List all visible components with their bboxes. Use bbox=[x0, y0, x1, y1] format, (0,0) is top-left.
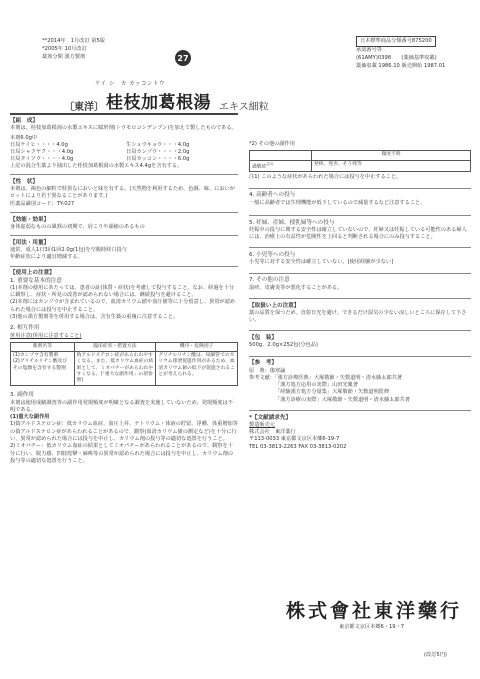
title-rule bbox=[10, 113, 238, 115]
listing-dates: 薬価収載 1986.10 販売開始 1987.01 bbox=[356, 63, 446, 69]
section-divider bbox=[249, 188, 471, 189]
row-label: 過敏症 bbox=[252, 164, 267, 170]
contact-heading: *【文献請求先】 bbox=[249, 414, 292, 421]
reference-item: 参考文献：「漢方診療医典」大塚敬節・矢数道明・清水藤太郎共著 bbox=[249, 374, 403, 381]
pregnancy-text: 妊娠中の投与に関する安全性は確立していないので、妊婦又は妊娠している可能性のある婦人には、治療上の有益性が危険性を上回ると判断される場合にのみ投与すること。 bbox=[249, 226, 467, 241]
product-title bbox=[64, 88, 269, 113]
table-header: 機序・危険因子 bbox=[156, 342, 238, 351]
table-cell: 発疹、発赤、そう痒等 bbox=[311, 160, 470, 172]
side-effect-item: 1)偽アルドステロン症：低カリウム血症、血圧上昇、ナトリウム・体液の貯留、浮腫、体重増加等の偽アルドステロン症があらわれることがあるので、観察(血清カリウム値の測定など)を十分に行い、異常が認められた場合には投与を中止し、カリウム剤の投与等の適切な処置を行うこと。 bbox=[10, 421, 238, 442]
table-cell: グリチルリチン酸は、尿細管でのカリウム排泄促進作用があるため、血清カリウム値の低下が促進されることが考えられる。 bbox=[156, 352, 238, 386]
product-classification-number: 日本標準商品分類番号875200 bbox=[356, 36, 436, 47]
section-divider bbox=[249, 410, 471, 411]
section-divider bbox=[10, 212, 238, 213]
page-number: 27 bbox=[177, 53, 189, 63]
table-row bbox=[11, 352, 238, 386]
maker-name: 株式会社 東洋薬行 bbox=[249, 429, 296, 436]
herb-list bbox=[10, 142, 238, 163]
other-side-effects-table bbox=[249, 150, 471, 172]
composition-text: 本剤は、桂枝加葛根湯の水製エキスに賦形剤(トウモロコシデンプン)を加えて製したものである。 bbox=[10, 125, 237, 132]
section-divider bbox=[249, 356, 471, 357]
table-cell bbox=[11, 352, 75, 386]
product-name: 桂枝加葛根湯 bbox=[106, 93, 211, 113]
efficacy-text: 身体虚弱なものの風邪の初期で、肩こりや頭痛のあるもの bbox=[10, 223, 145, 230]
herb-item: 日局カンゾウ・・・・2.0g bbox=[126, 148, 190, 155]
table-row bbox=[250, 160, 471, 172]
section-divider bbox=[249, 298, 471, 299]
children-heading: 6. 小児等への投与 bbox=[249, 252, 296, 259]
composition-amount-label: 本剤6.0g中 bbox=[10, 134, 38, 141]
drug-name: (1)カンゾウ含有製剤 bbox=[13, 353, 59, 359]
properties-heading: 【性 状】 bbox=[10, 178, 38, 185]
herb-item: 生ショウキョウ・・・4.0g bbox=[126, 141, 190, 148]
table-header bbox=[250, 151, 312, 160]
section-divider bbox=[249, 273, 471, 274]
footnote-marker: 注1) bbox=[266, 161, 274, 166]
other-side-effects-heading: *2) その他の副作用 bbox=[249, 141, 295, 147]
identification-code: 医薬品識別コード：TY-027 bbox=[10, 200, 75, 207]
herb-item: 日局ケイヒ・・・・4.0g bbox=[10, 141, 68, 148]
herb-item: 日局タイソウ・・・・4.0g bbox=[10, 155, 74, 162]
reference-item: 「漢方診療の実際」大塚敬節・矢数道明・清水藤太郎共著 bbox=[275, 396, 410, 403]
herb-item: 日局シャクヤク・・・4.0g bbox=[10, 148, 74, 155]
dosage-text: 通常、成人1日3回1回2.0g(1包)を空腹時経口投与 bbox=[10, 247, 127, 254]
title-ruby: ケイ シ カ カッコントウ bbox=[95, 81, 166, 87]
table-cell bbox=[250, 160, 312, 172]
interactions-table bbox=[10, 342, 238, 386]
serious-side-effects-title: (1)重大な副作用 bbox=[10, 414, 50, 421]
other-notes-text: 湿疹、皮膚炎等が悪化することがある。 bbox=[249, 284, 343, 291]
precaution-item: (2)本剤にはカンゾウが含まれているので、血清カリウム値や血圧値等に十分留意し、異常が認められた場合には投与を中止すること。 bbox=[10, 299, 236, 313]
composition-note: 上記の混合生薬より抽出した桂枝加葛根湯の水製エキス4.4gを含有する。 bbox=[10, 162, 183, 169]
reference-item: 「経験漢方処方分量集」大塚敬節・矢数道明監修 bbox=[275, 389, 390, 396]
dosage-heading: 【用法・用量】 bbox=[10, 239, 50, 246]
elderly-text: 一般に高齢者では生理機能が低下しているので減量するなど注意すること。 bbox=[249, 199, 426, 206]
reference-item: 原 典：傷寒論 bbox=[249, 367, 286, 374]
handling-text: 薬の品質を保つため、直射日光を避け、できるだけ湿気の少ない涼しいところに保存して下さい。 bbox=[249, 309, 467, 324]
table-cell: 偽アルドステロン症があらわれやすくなる。また、低カリウム血症の結果として、ミオパチーがあらわれやすくなる。(「重大な副作用」の項参照) bbox=[74, 352, 156, 386]
precaution-item: (3)他の漢方製剤等を併用する場合は、含有生薬の重複に注意すること。 bbox=[10, 314, 179, 321]
table-header: 頻度不明 bbox=[311, 151, 470, 160]
children-text: 小児等に対する安全性は確立していない。[使用経験が少ない] bbox=[249, 259, 394, 266]
side-effects-text: 本剤は使用成績調査等の副作用発現頻度が明確となる調査を実施していないため、発現頻度は不明である。 bbox=[10, 399, 233, 413]
other-notes-heading: 7. その他の注意 bbox=[249, 277, 290, 284]
revision-date-2005: *2005年 10月改訂 bbox=[42, 46, 87, 52]
section-divider bbox=[249, 330, 471, 331]
section-divider bbox=[10, 235, 238, 236]
section-divider bbox=[249, 247, 471, 248]
references-heading: 【参 考】 bbox=[249, 360, 277, 367]
precautions-heading: 【使用上の注意】 bbox=[10, 270, 55, 277]
drug-name: (2)グリチルリチン酸及びその塩類を含有する製剤 bbox=[13, 359, 68, 371]
section-divider bbox=[10, 174, 238, 175]
revision-code: (改訂5円) bbox=[424, 652, 447, 658]
section-divider bbox=[249, 215, 471, 216]
elderly-heading: 4. 高齢者への投与 bbox=[249, 192, 296, 199]
revision-date-2014: **2014年 1月改訂 第5版 bbox=[42, 38, 105, 44]
packaging-heading: 【包 装】 bbox=[249, 335, 277, 342]
product-form: エキス細粒 bbox=[219, 102, 269, 113]
packaging-text: 500g、2.0g×252包(分包品) bbox=[249, 342, 318, 349]
table-header: 薬剤名等 bbox=[11, 342, 75, 351]
pregnancy-heading: 5. 妊婦、産婦、授乳婦等への投与 bbox=[249, 219, 335, 226]
basic-precautions-title: 1. 重要な基本的注意 bbox=[10, 277, 62, 284]
precaution-item: (1)本剤の使用にあたっては、患者の証(体質・症状)を考慮して投与すること。なお、経過を十分に観察し、症状・所見の改善が認められない場合には、継続投与を避けること。 bbox=[10, 284, 235, 299]
efficacy-class: 薬効分類 漢方製剤 bbox=[42, 54, 86, 60]
table-header: 臨床症状・措置方法 bbox=[74, 342, 156, 351]
page-number-badge bbox=[175, 50, 191, 66]
concomitant-caution-label: 併用注意(併用に注意すること) bbox=[10, 332, 82, 339]
maker-label: 製造販売元 bbox=[249, 421, 275, 428]
side-effects-footnote: 注1) このような症状があらわれた場合には投与を中止すること。 bbox=[249, 174, 402, 181]
approval-label: 承認番号等 bbox=[356, 47, 382, 53]
dosage-note: 年齢症状により適宜増減する。 bbox=[10, 254, 83, 261]
table-header-row bbox=[250, 151, 471, 160]
side-effect-item: 2)ミオパチー：低カリウム血症の結果としてミオパチーがあらわれることがあるので、観察を十分に行い、脱力感、四肢痙攣・麻痺等の異常が認められた場合には投与を中止し、カリウム剤の投与等の適切な処置を行うこと。 bbox=[10, 443, 234, 464]
footer-address: 東京都文京区本郷6・19・7 bbox=[339, 624, 405, 630]
side-effects-title: 3. 副作用 bbox=[10, 392, 34, 399]
composition-heading: 【組 成】 bbox=[10, 118, 38, 124]
approval-number: (61AMY)0398 (薬価基準収載) bbox=[356, 55, 437, 61]
reference-item: 「漢方処方応用の実際」山田光胤著 bbox=[275, 382, 359, 389]
interactions-title: 2. 相互作用 bbox=[10, 325, 40, 332]
handling-heading: 【取扱い上の注意】 bbox=[249, 302, 300, 309]
properties-text: 本剤は、褐色の細粒で特異なにおいと味を有する。(天然物を利用するため、色調、味、においがロットにより若干異なることがあります。) bbox=[10, 186, 235, 200]
maker-phone: TEL 03-3813-2263 FAX 03-3813-0202 bbox=[249, 443, 347, 450]
table-header-row bbox=[11, 342, 238, 351]
efficacy-heading: 【効能・効果】 bbox=[10, 216, 50, 223]
brand-label: 〔東洋〕 bbox=[64, 102, 104, 113]
herb-item: 日局カッコン・・・・6.0g bbox=[126, 155, 190, 162]
maker-address: 〒113-0033 東京都文京区本郷6-19-7 bbox=[249, 436, 340, 443]
section-divider bbox=[10, 266, 238, 267]
company-logo: 株式會社東洋藥行 bbox=[286, 600, 463, 622]
